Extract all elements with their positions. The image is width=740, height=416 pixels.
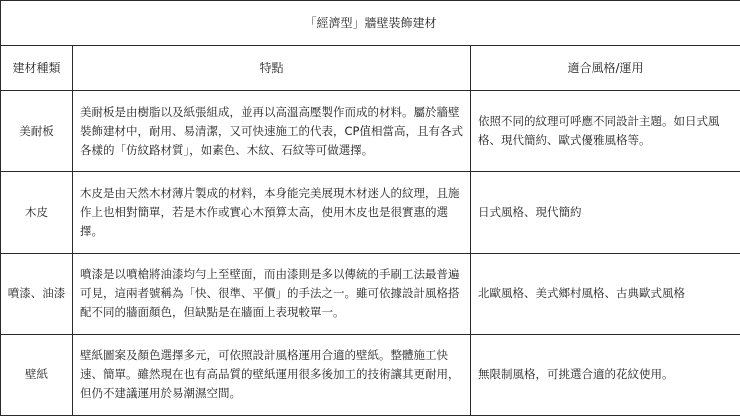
material-features: 噴漆是以噴槍將油漆均勻上至壁面，而由漆則是多以傳統的手刷工法最普遍可見，這兩者號稱為「快、很準、平價」的手法之一。雖可依據設計風格搭配不同的牆面顏色，但缺點是在牆面上表現較單一。 (73, 253, 471, 334)
header-material: 建材種類 (1, 46, 73, 91)
material-style: 北歐風格、美式鄉村風格、古典歐式風格 (471, 253, 740, 334)
header-style: 適合風格/運用 (471, 46, 740, 91)
material-name: 噴漆、油漆 (1, 253, 73, 334)
material-features: 壁紙圖案及顏色選擇多元，可依照設計風格運用合適的壁紙。整體施工快速、簡單。雖然現在也有高品質的壁紙運用很多後加工的技術讓其更耐用，但仍不建議運用於易潮濕空間。 (73, 334, 471, 415)
material-features: 木皮是由天然木材薄片製成的材料，本身能完美展現木材迷人的紋理，且施作上也相對簡單，若是木作或實心木預算太高，使用木皮也是很實惠的選擇。 (73, 172, 471, 253)
table-row (1, 91, 740, 172)
header-features: 特點 (73, 46, 471, 91)
table-row (1, 253, 740, 334)
material-name: 美耐板 (1, 91, 73, 172)
material-features: 美耐板是由樹脂以及紙張組成，並再以高溫高壓製作而成的材料。屬於牆壁裝飾建材中，耐用、易清潔，又可快速施工的代表，CP值相當高，且有各式各樣的「仿紋路材質」，如素色、木紋、石紋等可做選擇。 (73, 91, 471, 172)
table-title: 「經濟型」牆壁裝飾建材 (1, 1, 740, 46)
material-style: 依照不同的紋理可呼應不同設計主題。如日式風格、現代簡約、歐式優雅風格等。 (471, 91, 740, 172)
material-name: 壁紙 (1, 334, 73, 415)
material-style: 日式風格、現代簡約 (471, 172, 740, 253)
table-row (1, 334, 740, 415)
material-style: 無限制風格，可挑選合適的花紋使用。 (471, 334, 740, 415)
table-row (1, 172, 740, 253)
material-name: 木皮 (1, 172, 73, 253)
